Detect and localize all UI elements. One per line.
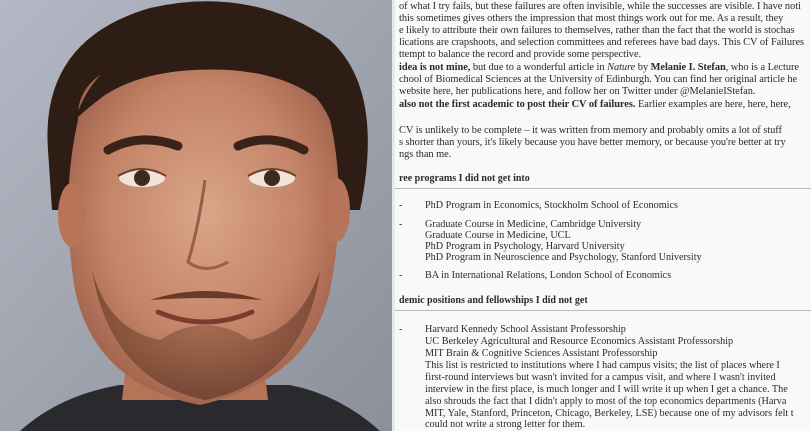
list-item: Graduate Course in Medicine, Cambridge University [425,219,642,230]
year-marker: - [399,200,403,211]
paragraph-origin-line: chool of Biomedical Sciences at the University of Edinburgh. You can find her original article he [399,74,798,85]
cv-document [395,0,811,431]
intro-line: ttempt to balance the record and provide some perspective. [399,49,642,60]
paragraph-origin-line: website here, her publications here, and follow her on Twitter under @MelanieIStefan. [399,86,756,97]
list-item: UC Berkeley Agricultural and Resource Economics Assistant Professorship [425,336,734,347]
list-item: BA in International Relations, London School of Economics [425,270,672,281]
section-rule [395,188,811,189]
disclaimer-line: s shorter than yours, it's likely because you have better memory, or because you're better at try [399,137,786,148]
paragraph-not-first: also not the first academic to post their CV of failures. Earlier examples are here, here, here, [399,99,791,110]
note-line: MIT, Yale, Stanford, Princeton, Chicago, Berkeley, LSE) because one of my advisors felt t [425,408,794,419]
section-title-degree-programs: ree programs I did not get into [399,173,530,184]
list-item: MIT Brain & Cognitive Sciences Assistant Professorship [425,348,658,359]
note-line: interview in the first place, is much longer and I will write it up when I get a chance. The [425,384,788,395]
intro-line: lications are crapshoots, and selection committees and referees have bad days. This CV of Failures [399,37,805,48]
note-line: could not write a strong letter for them. [425,419,586,430]
year-marker: - [399,270,403,281]
note-line: first-round interviews but wasn't invited for a campus visit, and where I wasn't invited [425,372,776,383]
list-item: PhD Program in Psychology, Harvard University [425,241,625,252]
paragraph-origin: idea is not mine, but due to a wonderful article in Nature by Melanie I. Stefan, who is a Lecture [399,62,799,73]
face-illustration [0,0,392,431]
list-item: PhD Program in Economics, Stockholm School of Economics [425,200,678,211]
right-eye [264,170,280,186]
section-rule [395,310,811,311]
disclaimer-line: CV is unlikely to be complete – it was written from memory and probably omits a lot of stuff [399,125,782,136]
disclaimer-line: ngs than me. [399,149,452,160]
intro-line: this sometimes gives others the impression that most things work out for me. As a result, they [399,13,784,24]
note-line: This list is restricted to institutions where I had campus visits; the list of places where I [425,360,780,371]
year-marker: - [399,324,403,335]
list-item: Graduate Course in Medicine, UCL [425,230,571,241]
intro-line: of what I try fails, but these failures are often invisible, while the successes are visible. I have noti [399,1,801,12]
portrait-photo [0,0,392,431]
list-item: PhD Program in Neuroscience and Psychology, Stanford University [425,252,702,263]
list-item: Harvard Kennedy School Assistant Professorship [425,324,626,335]
left-eye [134,170,150,186]
intro-line: e likely to attribute their own failures to themselves, rather than the fact that the world is stochas [399,25,795,36]
year-marker: - [399,219,403,230]
note-line: also shrouds the fact that I didn't apply to most of the top economics departments (Harva [425,396,787,407]
section-title-academic-positions: demic positions and fellowships I did not get [399,295,588,306]
